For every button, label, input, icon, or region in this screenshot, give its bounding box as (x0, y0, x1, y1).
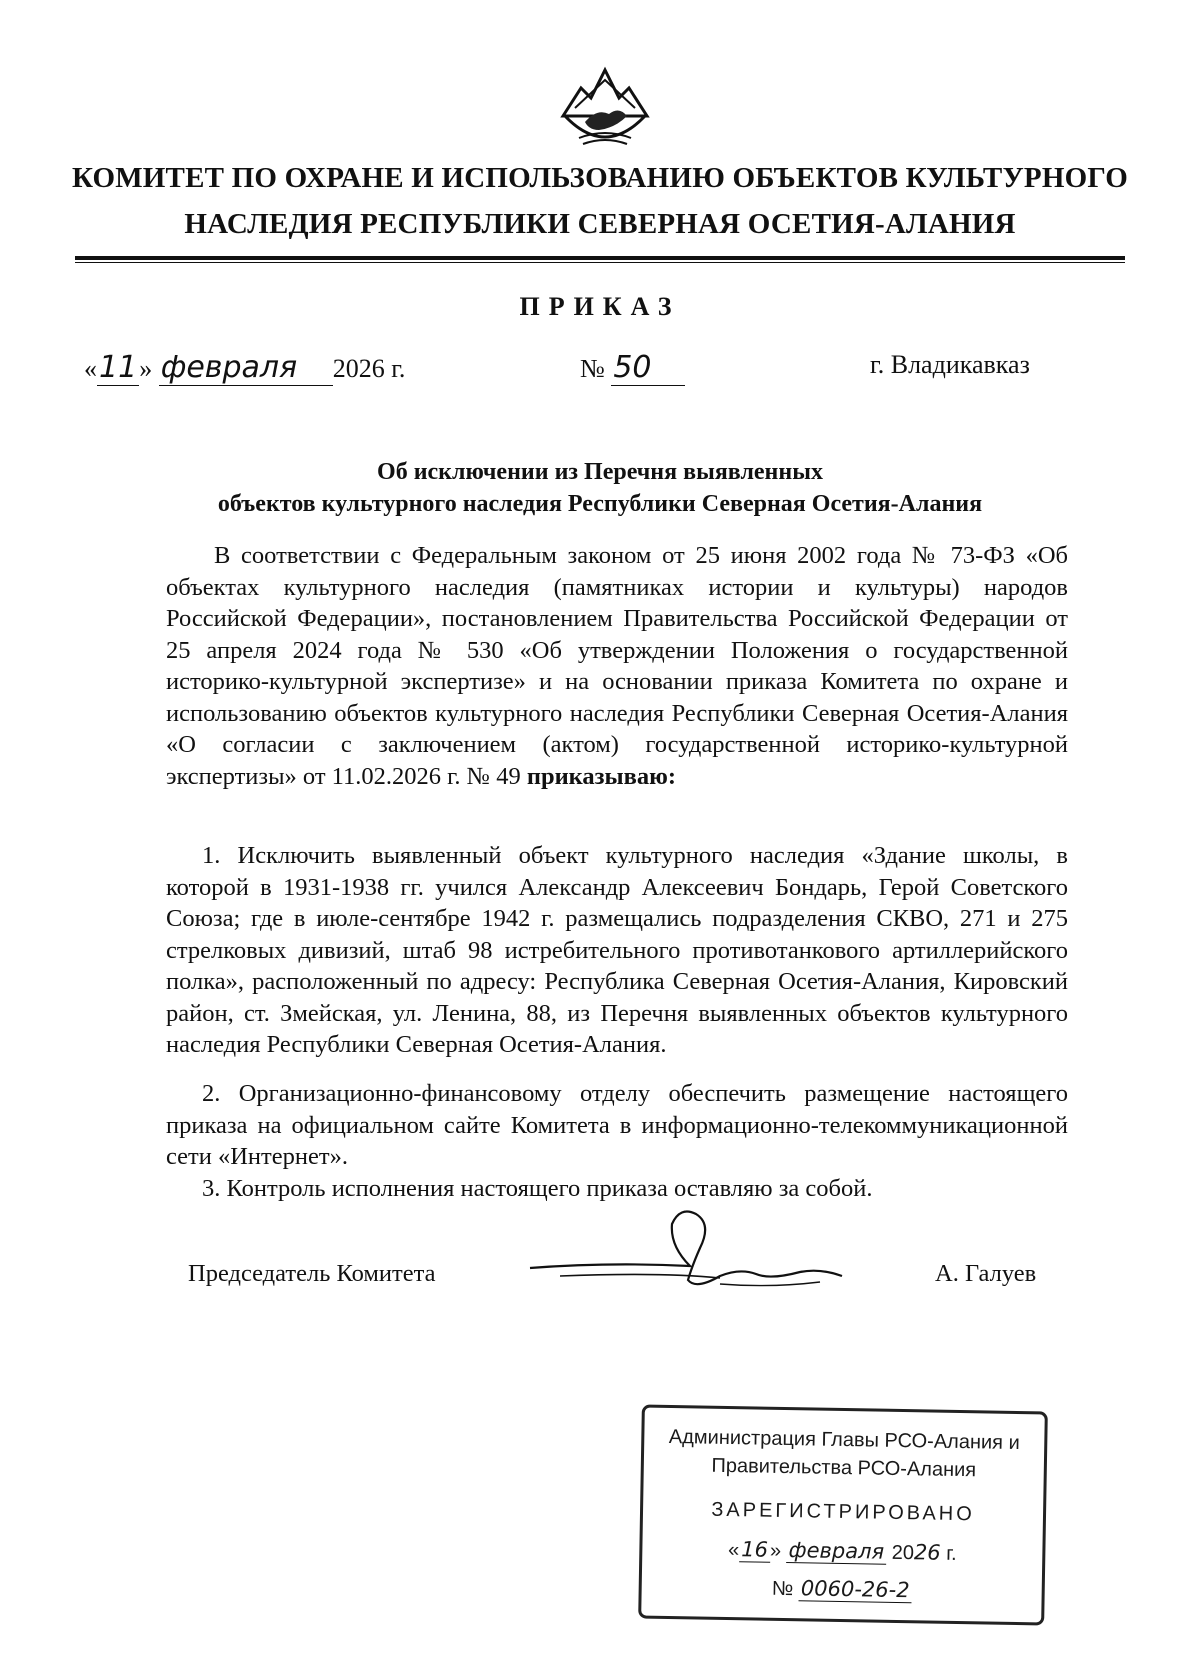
coat-of-arms-icon (555, 58, 655, 154)
order-date (84, 350, 405, 386)
order-word: приказываю: (526, 762, 677, 790)
stamp-line2: Правительства РСО-Алания (711, 1454, 977, 1482)
date-year: 2026 г. (332, 354, 406, 383)
registration-stamp (638, 1404, 1048, 1625)
stamp-number (642, 1574, 1042, 1606)
order-item-2: 2. Организационно-финансовому отделу обеспечить размещение настоящего приказа на официальном сайте Комитета в информационно-телекоммуникационной сети «Интернет». (166, 1080, 1068, 1170)
stamp-year-unit: г. (946, 1542, 957, 1565)
signatory-role: Председатель Комитета (188, 1260, 436, 1287)
order-item-3: 3. Контроль исполнения настоящего приказа оставляю за собой. (202, 1175, 873, 1202)
handwritten-signature (520, 1206, 850, 1306)
order-title (80, 456, 1120, 520)
stamp-registered: ЗАРЕГИСТРИРОВАНО (711, 1498, 975, 1526)
preamble-text: В соответствии с Федеральным законом от 25 июня 2002 года № 73-ФЗ «Об объектах культурного наследия (памятниках истории и культуры) народов Российской Федерации», постановлением Правительства Российской Федерации от 25 апреля 2024 года № 530 «Об утверждении Положения о государственной историко-культурной экспертизе» и на основании приказа Комитета по охране и использованию объектов культурного наследия Республики Северная Осетия-Алания «О согласии с заключением (актом) государственной историко-культурной экспертизы» от 11.02.2026 г. № 49 (166, 542, 1068, 790)
date-quote-close: » (139, 354, 153, 383)
header-divider-thick (75, 256, 1125, 260)
order-title-line1: Об исключении из Перечня выявленных (377, 459, 823, 485)
stamp-day: 16 (739, 1537, 770, 1563)
preamble-paragraph (166, 540, 1068, 792)
order-item-1: 1. Исключить выявленный объект культурного наследия «Здание школы, в которой в 1931-1938 гг. учился Александр Алексеевич Бондарь, Герой Советского Союза; где в июле-сентябре 1942 г. размещались подразделения СКВО, 271 и 275 стрелковых дивизий, штаб 98 истребительного противотанкового артиллерийского полка», расположенный по адресу: Республика Северная Осетия-Алания, Кировский район, ст. Змейская, ул. Ленина, 88, из Перечня выявленных объектов культурного наследия Республики Северная Осетия-Алания. (166, 842, 1068, 1058)
document-type: ПРИКАЗ (519, 292, 681, 321)
header-divider-thin (75, 262, 1125, 263)
stamp-number-value: 0060-26-2 (799, 1576, 912, 1603)
date-month: февраля (159, 350, 333, 386)
date-day: 11 (99, 350, 138, 385)
order-city: г. Владикавказ (870, 350, 1030, 379)
stamp-month: февраля (786, 1538, 886, 1565)
date-quote-open: « (84, 354, 97, 383)
stamp-number-label: № (771, 1577, 794, 1601)
org-name-line2: НАСЛЕДИЯ РЕСПУБЛИКИ СЕВЕРНАЯ ОСЕТИЯ-АЛАНИЯ (184, 208, 1016, 240)
stamp-year-prefix: 20 (891, 1541, 915, 1565)
order-number-value: 50 (611, 350, 685, 386)
stamp-date: «16» февраля 2026 г. (727, 1537, 957, 1565)
signatory-name: А. Галуев (935, 1260, 1037, 1287)
order-number (580, 350, 685, 386)
order-number-label: № (580, 354, 605, 383)
org-name-line1: КОМИТЕТ ПО ОХРАНЕ И ИСПОЛЬЗОВАНИЮ ОБЪЕКТОВ КУЛЬТУРНОГО (71, 162, 1129, 194)
stamp-line1: Администрация Главы РСО-Алания и (668, 1425, 1020, 1455)
stamp-year-suffix: 26 (913, 1540, 941, 1565)
order-title-line2: объектов культурного наследия Республики Северная Осетия-Алания (217, 491, 983, 517)
